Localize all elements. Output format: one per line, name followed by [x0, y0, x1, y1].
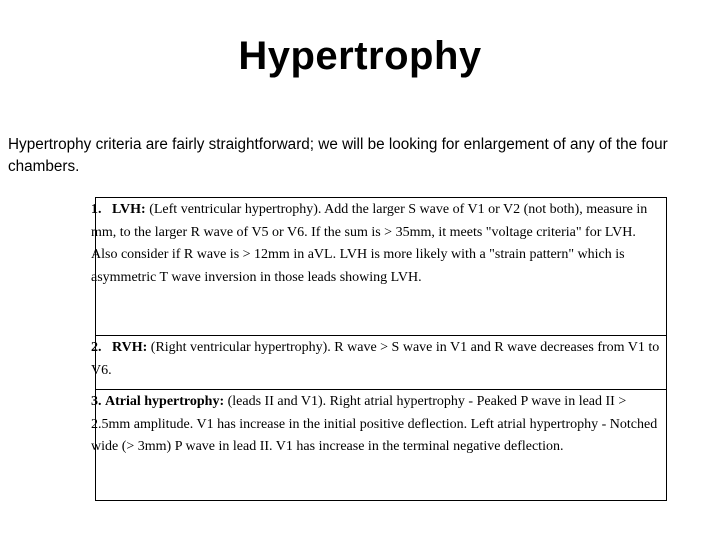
- section-body: (Right ventricular hypertrophy). R wave > S wave in V1 and R wave decreases from V1 to V6.: [91, 340, 660, 378]
- section-body: (leads II and V1). Right atrial hypertrophy - Peaked P wave in lead II > 2.5mm amplitude. V1 has increase in the initial positive deflection. Left atrial hypertrophy - Notched wide (> 3mm) P wave in lead II. V1 has increase in the terminal negative deflection.: [91, 394, 658, 454]
- section-number: 3.: [91, 394, 102, 409]
- criteria-box-atrial: [91, 389, 667, 501]
- section-number: 1.: [91, 202, 102, 217]
- criteria-text-atrial: [91, 390, 666, 459]
- section-body: (Left ventricular hypertrophy). Add the larger S wave of V1 or V2 (not both), measure in mm, to the larger R wave of V5 or V6. If the sum is > 35mm, it meets "voltage criteria" for LVH. Also consider if R wave is > 12mm in aVL. LVH is more likely with a "strain pattern" which is asymmetric T wave inversion in those leads showing LVH.: [91, 202, 648, 285]
- section-heading: Atrial hypertrophy:: [105, 394, 225, 409]
- criteria-text-lvh: [91, 198, 666, 289]
- page-title: Hypertrophy: [238, 34, 482, 78]
- criteria-box-rvh: [91, 335, 667, 390]
- section-heading: LVH:: [112, 202, 146, 217]
- section-number: 2.: [91, 340, 102, 355]
- criteria-box-lvh: [91, 197, 667, 336]
- criteria-text-rvh: [91, 336, 666, 382]
- section-heading: RVH:: [112, 340, 148, 355]
- intro-paragraph: Hypertrophy criteria are fairly straightforward; we will be looking for enlargement of any of the four chambers.: [8, 136, 668, 175]
